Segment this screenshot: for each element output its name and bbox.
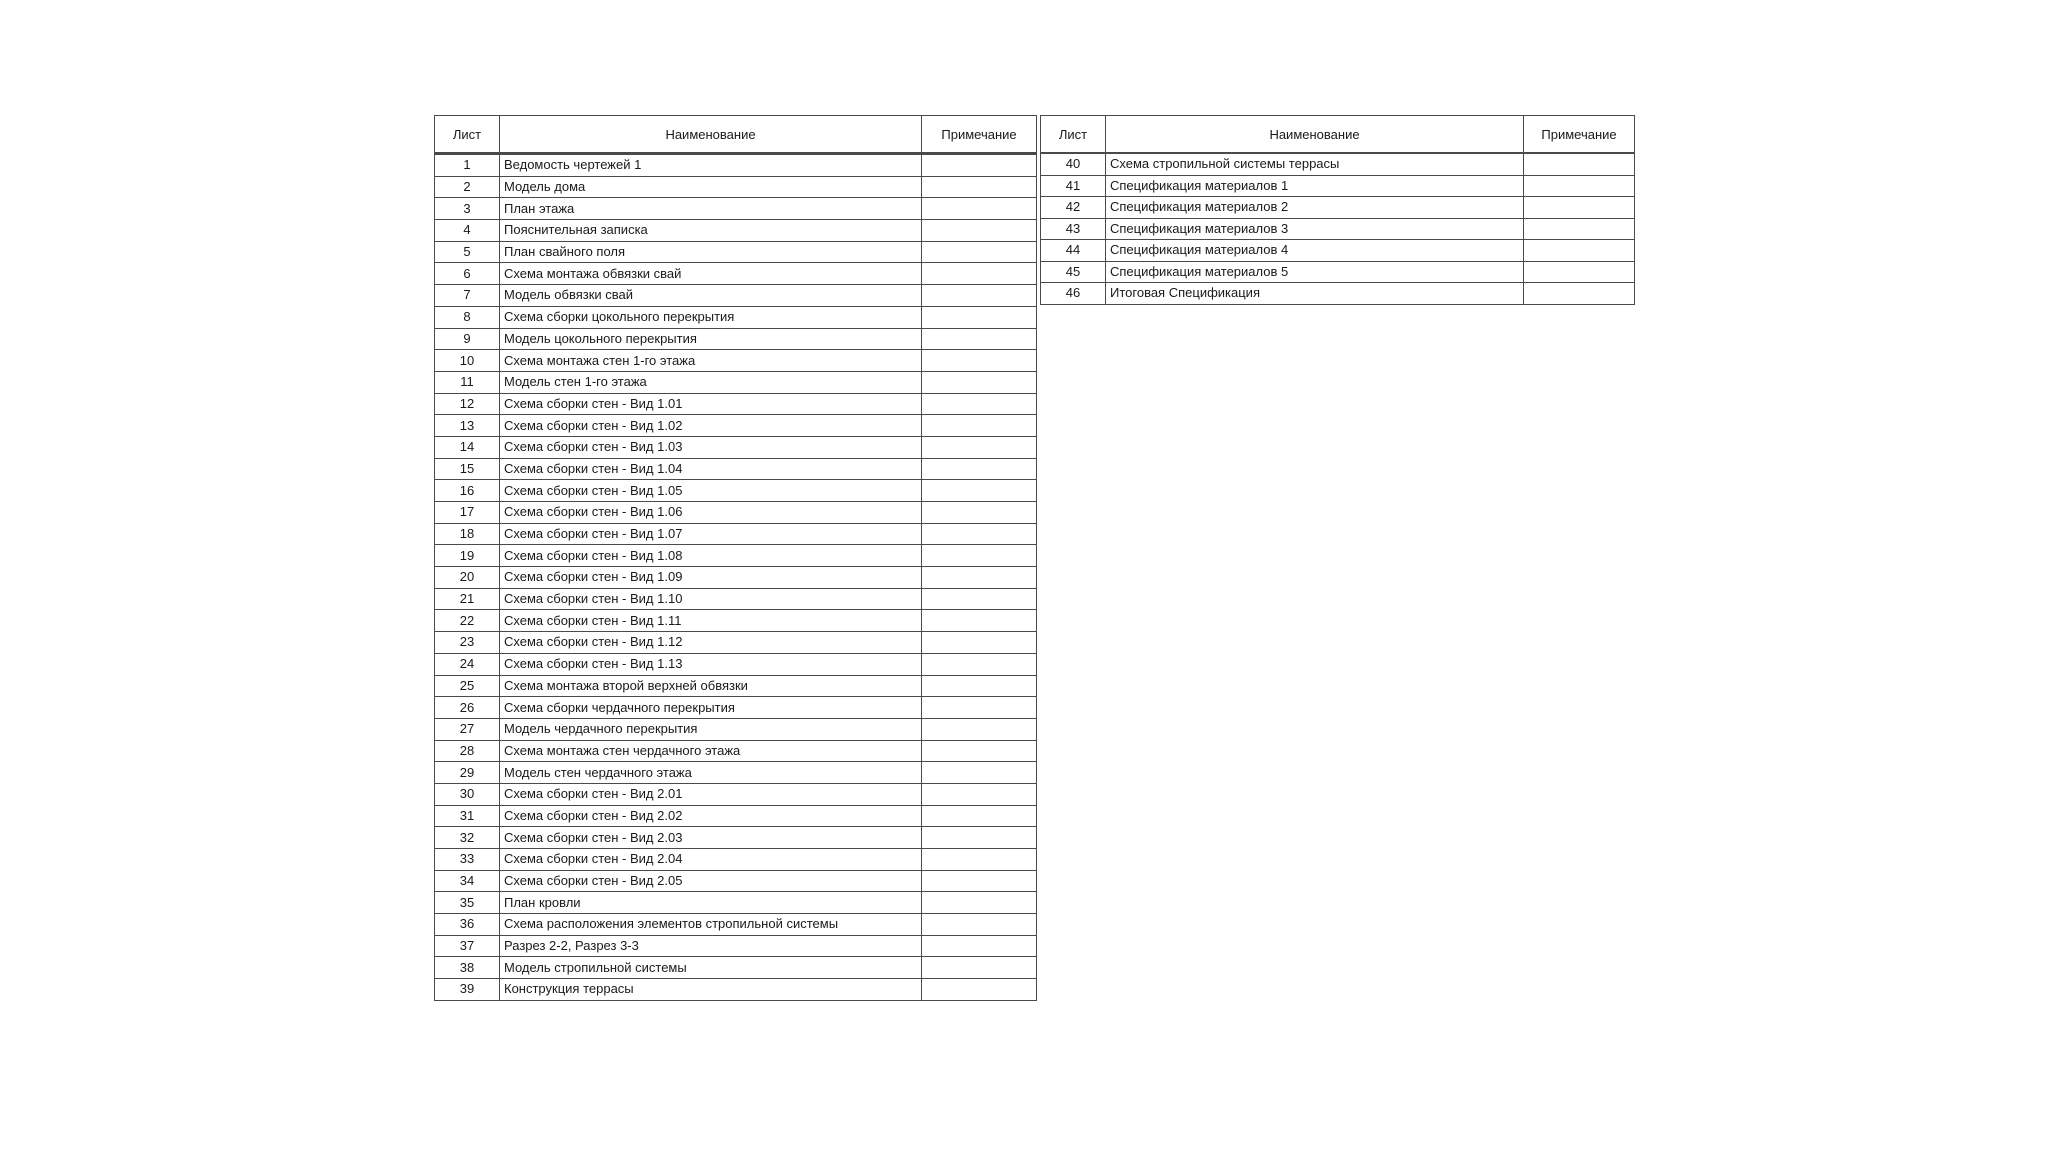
sheet-name-cell: Модель цокольного перекрытия <box>500 328 922 350</box>
sheet-note-cell <box>922 610 1037 632</box>
table-row <box>435 350 1037 372</box>
table-body-right <box>1041 153 1635 304</box>
table-row <box>435 502 1037 524</box>
table-row <box>435 415 1037 437</box>
sheet-name-cell: Схема сборки стен - Вид 1.01 <box>500 393 922 415</box>
sheet-name-cell: Схема сборки стен - Вид 2.02 <box>500 805 922 827</box>
sheet-note-cell <box>922 567 1037 589</box>
sheet-note-cell <box>922 415 1037 437</box>
sheet-name-cell: Спецификация материалов 1 <box>1106 175 1524 197</box>
table-row <box>435 393 1037 415</box>
drawing-list-table-left <box>434 115 1037 1001</box>
sheet-name-cell: Модель стен чердачного этажа <box>500 762 922 784</box>
table-row <box>435 914 1037 936</box>
table-row <box>1041 153 1635 175</box>
sheet-number-cell: 44 <box>1041 240 1106 262</box>
sheet-number-cell: 41 <box>1041 175 1106 197</box>
sheet-name-cell: Схема сборки стен - Вид 2.01 <box>500 783 922 805</box>
sheet-note-cell <box>922 849 1037 871</box>
sheet-note-cell <box>922 892 1037 914</box>
sheet-number-cell: 28 <box>435 740 500 762</box>
table-row <box>435 263 1037 285</box>
sheet-number-cell: 4 <box>435 220 500 242</box>
sheet-note-cell <box>922 263 1037 285</box>
sheet-note-cell <box>1524 153 1635 175</box>
sheet-number-cell: 16 <box>435 480 500 502</box>
sheet-note-cell <box>922 285 1037 307</box>
table-row <box>435 892 1037 914</box>
sheet-note-cell <box>922 371 1037 393</box>
sheet-number-cell: 46 <box>1041 283 1106 305</box>
sheet-name-cell: Схема сборки стен - Вид 1.02 <box>500 415 922 437</box>
sheet-number-cell: 40 <box>1041 153 1106 175</box>
sheet-name-cell: Схема сборки стен - Вид 1.04 <box>500 458 922 480</box>
sheet-name-cell: Схема сборки стен - Вид 1.07 <box>500 523 922 545</box>
sheet-number-cell: 20 <box>435 567 500 589</box>
table-body-left <box>435 154 1037 1001</box>
sheet-number-cell: 31 <box>435 805 500 827</box>
sheet-name-cell: Модель чердачного перекрытия <box>500 718 922 740</box>
sheet-note-cell <box>922 545 1037 567</box>
sheet-number-cell: 43 <box>1041 218 1106 240</box>
sheet-note-cell <box>1524 283 1635 305</box>
sheet-note-cell <box>922 502 1037 524</box>
table-row <box>435 740 1037 762</box>
sheet-name-cell: Схема сборки стен - Вид 2.03 <box>500 827 922 849</box>
sheet-name-cell: Схема стропильной системы террасы <box>1106 153 1524 175</box>
sheet-number-cell: 9 <box>435 328 500 350</box>
sheet-note-cell <box>922 588 1037 610</box>
table-row <box>435 957 1037 979</box>
sheet-name-cell: Модель стен 1-го этажа <box>500 371 922 393</box>
table-row <box>435 285 1037 307</box>
sheet-name-cell: Схема сборки стен - Вид 2.05 <box>500 870 922 892</box>
sheet-number-cell: 21 <box>435 588 500 610</box>
sheet-number-cell: 36 <box>435 914 500 936</box>
sheet-note-cell <box>1524 218 1635 240</box>
sheet-name-cell: Итоговая Спецификация <box>1106 283 1524 305</box>
table-row <box>435 653 1037 675</box>
table-row <box>435 935 1037 957</box>
sheet-name-cell: Модель стропильной системы <box>500 957 922 979</box>
sheet-name-cell: Схема сборки чердачного перекрытия <box>500 697 922 719</box>
table-row <box>1041 218 1635 240</box>
sheet-number-cell: 14 <box>435 436 500 458</box>
sheet-note-cell <box>922 870 1037 892</box>
sheet-number-cell: 6 <box>435 263 500 285</box>
sheet-name-cell: Конструкция террасы <box>500 979 922 1001</box>
sheet-note-cell <box>922 805 1037 827</box>
sheet-note-cell <box>922 979 1037 1001</box>
sheet-name-cell: Схема сборки стен - Вид 1.13 <box>500 653 922 675</box>
sheet-number-cell: 3 <box>435 198 500 220</box>
sheet-note-cell <box>922 827 1037 849</box>
sheet-name-cell: Схема сборки стен - Вид 1.09 <box>500 567 922 589</box>
table-row <box>435 523 1037 545</box>
sheet-number-cell: 19 <box>435 545 500 567</box>
sheet-number-cell: 18 <box>435 523 500 545</box>
sheet-number-cell: 34 <box>435 870 500 892</box>
table-row <box>435 632 1037 654</box>
sheet-number-cell: 35 <box>435 892 500 914</box>
sheet-note-cell <box>922 697 1037 719</box>
table-row <box>435 176 1037 198</box>
sheet-name-cell: Схема монтажа стен 1-го этажа <box>500 350 922 372</box>
sheet-number-cell: 5 <box>435 241 500 263</box>
header-note: Примечание <box>922 116 1037 154</box>
sheet-note-cell <box>922 241 1037 263</box>
sheet-note-cell <box>922 306 1037 328</box>
sheet-number-cell: 45 <box>1041 261 1106 283</box>
table-row <box>435 849 1037 871</box>
sheet-name-cell: Схема монтажа обвязки свай <box>500 263 922 285</box>
sheet-number-cell: 29 <box>435 762 500 784</box>
sheet-name-cell: Ведомость чертежей 1 <box>500 154 922 177</box>
sheet-name-cell: Схема сборки цокольного перекрытия <box>500 306 922 328</box>
sheet-name-cell: Схема сборки стен - Вид 2.04 <box>500 849 922 871</box>
sheet-number-cell: 26 <box>435 697 500 719</box>
sheet-name-cell: Схема сборки стен - Вид 1.08 <box>500 545 922 567</box>
table-row <box>435 718 1037 740</box>
sheet-number-cell: 1 <box>435 154 500 177</box>
sheet-number-cell: 30 <box>435 783 500 805</box>
table-row <box>435 458 1037 480</box>
table-header-row <box>435 116 1037 154</box>
sheet-number-cell: 37 <box>435 935 500 957</box>
sheet-note-cell <box>922 393 1037 415</box>
table-row <box>435 783 1037 805</box>
table-row <box>435 545 1037 567</box>
sheet-note-cell <box>922 740 1037 762</box>
table-row <box>435 870 1037 892</box>
table-row <box>435 588 1037 610</box>
table-row <box>435 198 1037 220</box>
table-row <box>435 827 1037 849</box>
table-row <box>435 154 1037 177</box>
table-row <box>435 371 1037 393</box>
table-row <box>435 436 1037 458</box>
sheet-name-cell: Пояснительная записка <box>500 220 922 242</box>
table-row <box>435 610 1037 632</box>
sheet-number-cell: 2 <box>435 176 500 198</box>
table-row <box>435 979 1037 1001</box>
sheet-note-cell <box>922 783 1037 805</box>
sheet-number-cell: 7 <box>435 285 500 307</box>
sheet-number-cell: 23 <box>435 632 500 654</box>
sheet-note-cell <box>922 914 1037 936</box>
sheet-number-cell: 8 <box>435 306 500 328</box>
header-name: Наименование <box>1106 116 1524 154</box>
table-row <box>435 697 1037 719</box>
sheet-note-cell <box>922 653 1037 675</box>
sheet-number-cell: 13 <box>435 415 500 437</box>
sheet-number-cell: 22 <box>435 610 500 632</box>
sheet-name-cell: Разрез 2-2, Разрез 3-3 <box>500 935 922 957</box>
table-row <box>1041 240 1635 262</box>
sheet-note-cell <box>922 718 1037 740</box>
sheet-name-cell: Схема сборки стен - Вид 1.05 <box>500 480 922 502</box>
sheet-note-cell <box>922 762 1037 784</box>
table-row <box>435 306 1037 328</box>
sheet-note-cell <box>922 935 1037 957</box>
sheet-name-cell: Схема сборки стен - Вид 1.11 <box>500 610 922 632</box>
sheet-name-cell: Спецификация материалов 3 <box>1106 218 1524 240</box>
sheet-name-cell: Схема монтажа второй верхней обвязки <box>500 675 922 697</box>
sheet-note-cell <box>922 198 1037 220</box>
sheet-note-cell <box>922 328 1037 350</box>
table-row <box>1041 261 1635 283</box>
sheet-note-cell <box>922 632 1037 654</box>
sheet-name-cell: Спецификация материалов 4 <box>1106 240 1524 262</box>
table-row <box>435 805 1037 827</box>
sheet-number-cell: 12 <box>435 393 500 415</box>
header-name: Наименование <box>500 116 922 154</box>
sheet-note-cell <box>922 957 1037 979</box>
sheet-name-cell: План свайного поля <box>500 241 922 263</box>
table-row <box>1041 197 1635 219</box>
table-row <box>435 328 1037 350</box>
sheet-note-cell <box>1524 240 1635 262</box>
sheet-number-cell: 39 <box>435 979 500 1001</box>
sheet-note-cell <box>922 480 1037 502</box>
header-sheet: Лист <box>1041 116 1106 154</box>
sheet-name-cell: Схема расположения элементов стропильной системы <box>500 914 922 936</box>
table-header-row <box>1041 116 1635 154</box>
sheet-name-cell: Спецификация материалов 5 <box>1106 261 1524 283</box>
sheet-note-cell <box>922 436 1037 458</box>
sheet-name-cell: План кровли <box>500 892 922 914</box>
drawing-list-table-right <box>1040 115 1635 305</box>
sheet-number-cell: 38 <box>435 957 500 979</box>
sheet-name-cell: Модель обвязки свай <box>500 285 922 307</box>
table-row <box>435 480 1037 502</box>
sheet-number-cell: 42 <box>1041 197 1106 219</box>
table-row <box>435 762 1037 784</box>
sheet-name-cell: Схема сборки стен - Вид 1.03 <box>500 436 922 458</box>
sheet-note-cell <box>922 176 1037 198</box>
table-row <box>1041 283 1635 305</box>
sheet-note-cell <box>1524 261 1635 283</box>
sheet-name-cell: Схема сборки стен - Вид 1.06 <box>500 502 922 524</box>
sheet-name-cell: Схема монтажа стен чердачного этажа <box>500 740 922 762</box>
sheet-number-cell: 25 <box>435 675 500 697</box>
sheet-note-cell <box>922 675 1037 697</box>
table-row <box>435 241 1037 263</box>
sheet-name-cell: Модель дома <box>500 176 922 198</box>
header-note: Примечание <box>1524 116 1635 154</box>
sheet-number-cell: 11 <box>435 371 500 393</box>
table-row <box>435 567 1037 589</box>
table-row <box>435 220 1037 242</box>
sheet-note-cell <box>922 154 1037 177</box>
sheet-number-cell: 15 <box>435 458 500 480</box>
sheet-number-cell: 24 <box>435 653 500 675</box>
sheet-name-cell: Спецификация материалов 2 <box>1106 197 1524 219</box>
sheet-number-cell: 27 <box>435 718 500 740</box>
sheet-number-cell: 10 <box>435 350 500 372</box>
sheet-name-cell: Схема сборки стен - Вид 1.12 <box>500 632 922 654</box>
table-row <box>435 675 1037 697</box>
sheet-note-cell <box>922 458 1037 480</box>
table-row <box>1041 175 1635 197</box>
sheet-note-cell <box>922 220 1037 242</box>
sheet-number-cell: 32 <box>435 827 500 849</box>
sheet-number-cell: 17 <box>435 502 500 524</box>
header-sheet: Лист <box>435 116 500 154</box>
sheet-number-cell: 33 <box>435 849 500 871</box>
sheet-note-cell <box>922 350 1037 372</box>
sheet-note-cell <box>1524 175 1635 197</box>
sheet-name-cell: План этажа <box>500 198 922 220</box>
sheet-note-cell <box>922 523 1037 545</box>
sheet-name-cell: Схема сборки стен - Вид 1.10 <box>500 588 922 610</box>
sheet-note-cell <box>1524 197 1635 219</box>
